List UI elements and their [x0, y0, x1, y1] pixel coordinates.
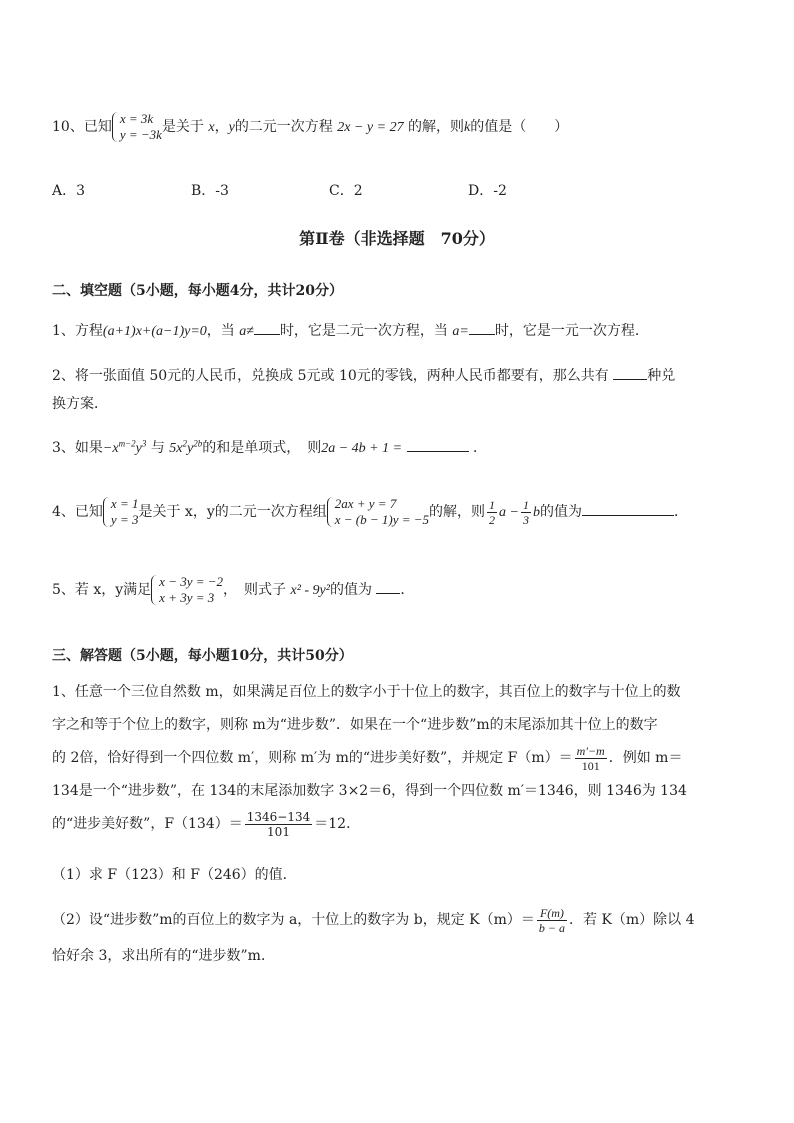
section3-heading: 三、解答题（5小题，每小题10分，共计50分）: [52, 648, 353, 664]
fq3-end: ．: [472, 440, 487, 456]
fill-question-1: [52, 320, 649, 340]
sq1-line-5: [52, 808, 742, 841]
q10-text-2: 的二元一次方程: [234, 119, 333, 135]
fq4-fraction-1: [487, 498, 497, 527]
fq4-var-b: b: [532, 505, 540, 520]
fq5-blank[interactable]: [376, 581, 400, 594]
sq1-sub2-b: ．若 K（m）除以 4: [569, 912, 695, 928]
q10-comma: ，: [214, 119, 229, 135]
sq1-frac3-den: b − a: [538, 920, 565, 935]
q10-var-k: k: [464, 120, 471, 135]
q10-option-a[interactable]: A．3: [52, 183, 86, 199]
q10-var-y: y: [228, 120, 235, 135]
fq2-line-2: 换方案．: [52, 396, 108, 412]
q10-sys-line-1: x = 3k: [119, 111, 154, 126]
fq3-term-1-yexp: 3: [141, 438, 147, 449]
fq2-line-1-end: 种兑: [647, 368, 676, 384]
sq1-sub2-line-2: 恰好余 3，求出所有的“进步数”m．: [52, 948, 275, 964]
q10-option-d[interactable]: D．-2: [468, 183, 507, 199]
q10-text-4: 的值是（ ）: [470, 119, 569, 135]
fq4-frac2-den: 3: [522, 512, 529, 527]
sq1-line-3-a: 的 2倍，恰好得到一个四位数 m′，则称 m′为 m的“进步美好数”，并规定 F（m）＝: [52, 750, 573, 766]
sq1-frac1-den: 101: [581, 758, 600, 773]
sq1-frac2-num: 1346−134: [246, 809, 311, 824]
q10-equation: 2x − y = 27: [337, 120, 404, 135]
fq4-prefix: 4、已知: [52, 504, 103, 520]
fq5-sys-line-2: x + 3y = 3: [159, 590, 215, 605]
fq5-text-2: 的值为: [329, 582, 372, 598]
fq4-text-1: 是关于 x，y的二元一次方程组: [138, 504, 327, 520]
fq3-term-2-exp: 2: [182, 438, 188, 449]
q10-option-b[interactable]: B．-3: [191, 183, 229, 199]
fill-question-2: [52, 362, 675, 418]
sq1-line-2: 字之和等于个位上的数字，则称 m为“进步数”．如果在一个“进步数”m的末尾添加其十位上的数字: [52, 717, 658, 733]
fq1-text-2: 时，它是二元一次方程，当: [279, 323, 448, 339]
sq1-fraction-2: [245, 810, 313, 839]
fq3-expression: 2a − 4b + 1 =: [321, 441, 403, 456]
fq4-blank[interactable]: [582, 503, 674, 516]
sq1-line-3: [52, 742, 742, 775]
fq3-term-1: −x: [102, 441, 119, 456]
fq4-end: ．: [673, 504, 688, 520]
sq1-sub2-a: （2）设“进步数”m的百位上的数字为 a，十位上的数字为 b，规定 K（m）＝: [52, 912, 535, 928]
fq5-equation-system: [151, 574, 223, 606]
q10-var-x: x: [208, 120, 215, 135]
fq5-text-1: ， 则式子: [223, 582, 287, 598]
q10-sys-line-2: y = −3k: [119, 127, 162, 142]
sq1-line-1: 1、任意一个三位自然数 m，如果满足百位上的数字小于十位上的数字，其百位上的数字与十位上的数: [52, 684, 681, 700]
fq2-blank[interactable]: [613, 367, 647, 380]
fq4-sys2-line-1: 2ax + y = 7: [334, 496, 397, 511]
fq1-text-1: ，当: [206, 323, 235, 339]
fill-question-5: [52, 574, 414, 606]
fq1-cond-1: a≠: [239, 324, 254, 339]
q10-text-1: 是关于: [161, 119, 204, 135]
sq1-frac1-num: m′−m: [576, 743, 605, 758]
sq1-sub-question-1: （1）求 F（123）和 F（246）的值．: [52, 867, 297, 883]
fq1-equation: (a+1)x+(a−1)y=0: [102, 324, 207, 339]
fq1-blank-2[interactable]: [469, 322, 495, 335]
sq1-fraction-1: [575, 744, 607, 773]
sq1-line-5-a: 的“进步美好数”，F（134）＝: [52, 816, 243, 832]
fq1-prefix: 1、方程: [52, 323, 103, 339]
question-10: [52, 108, 568, 147]
fq4-mid: a −: [499, 505, 519, 520]
fq3-prefix: 3、如果: [52, 440, 103, 456]
sq1-line-3-b: ．例如 m＝: [608, 750, 683, 766]
section2-heading: 二、填空题（5小题，每小题4分，共计20分）: [52, 283, 343, 299]
sq1-fraction-3: [537, 906, 567, 935]
fq3-term-1-exp: m−2: [118, 438, 136, 449]
fq2-line-1: 2、将一张面值 50元的人民币，兑换成 5元或 10元的零钱，两种人民币都要有，那么共有: [52, 368, 609, 384]
solve-question-1: [52, 676, 742, 841]
fq3-term-1-y: y: [135, 441, 142, 456]
fq4-text-2: 的解，则: [429, 504, 486, 520]
fq5-prefix: 5、若 x，y满足: [52, 582, 152, 598]
fq4-sys2-line-2: x − (b − 1)y = −5: [334, 512, 430, 527]
q10-text-3: 的解，则: [408, 119, 465, 135]
fq4-solution-system: [103, 496, 139, 528]
fq3-blank[interactable]: [407, 439, 469, 452]
fq4-frac1-den: 2: [489, 512, 496, 527]
fq4-sys1-line-1: x = 1: [110, 496, 139, 511]
fq4-frac2-num: 1: [522, 497, 529, 512]
sq1-frac3-num: F(m): [537, 906, 567, 921]
sq1-line-4: 134是一个“进步数”，在 134的末尾添加数字 3×2＝6，得到一个四位数 m′＝1346，则 1346为 134: [52, 783, 687, 799]
fq3-text-1: 与: [150, 440, 165, 456]
fq1-cond-2: a=: [452, 324, 469, 339]
fq1-blank-1[interactable]: [254, 322, 280, 335]
fq1-text-3: 时，它是一元一次方程．: [494, 323, 649, 339]
fq4-sys1-line-2: y = 3: [110, 512, 139, 527]
fq3-term-2-y: y: [187, 441, 194, 456]
fq4-fraction-2: [521, 498, 531, 527]
q10-prefix: 10、已知: [52, 119, 112, 135]
fq3-text-2: 的和是单项式， 则: [202, 440, 322, 456]
fq3-term-2-yexp: 2b: [193, 438, 203, 449]
sq1-line-5-b: ＝12．: [314, 816, 361, 832]
fq5-end: ．: [400, 582, 415, 598]
sq1-frac2-den: 101: [267, 824, 290, 839]
fq5-expression: x² - 9y²: [290, 583, 330, 598]
fill-question-4: [52, 496, 688, 528]
fq4-text-3: 的值为: [539, 504, 582, 520]
fq4-frac1-num: 1: [489, 497, 496, 512]
sq1-sub-question-2: [52, 902, 695, 974]
fq4-equation-system: [327, 496, 429, 528]
part2-title: 第Ⅱ卷（非选择题 70分）: [299, 229, 495, 248]
q10-equation-system: [112, 111, 162, 143]
fill-question-3: [52, 437, 487, 457]
fq5-sys-line-1: x − 3y = −2: [159, 574, 224, 589]
fq3-term-2: 5x: [169, 441, 183, 456]
q10-option-c[interactable]: C．2: [329, 183, 363, 199]
